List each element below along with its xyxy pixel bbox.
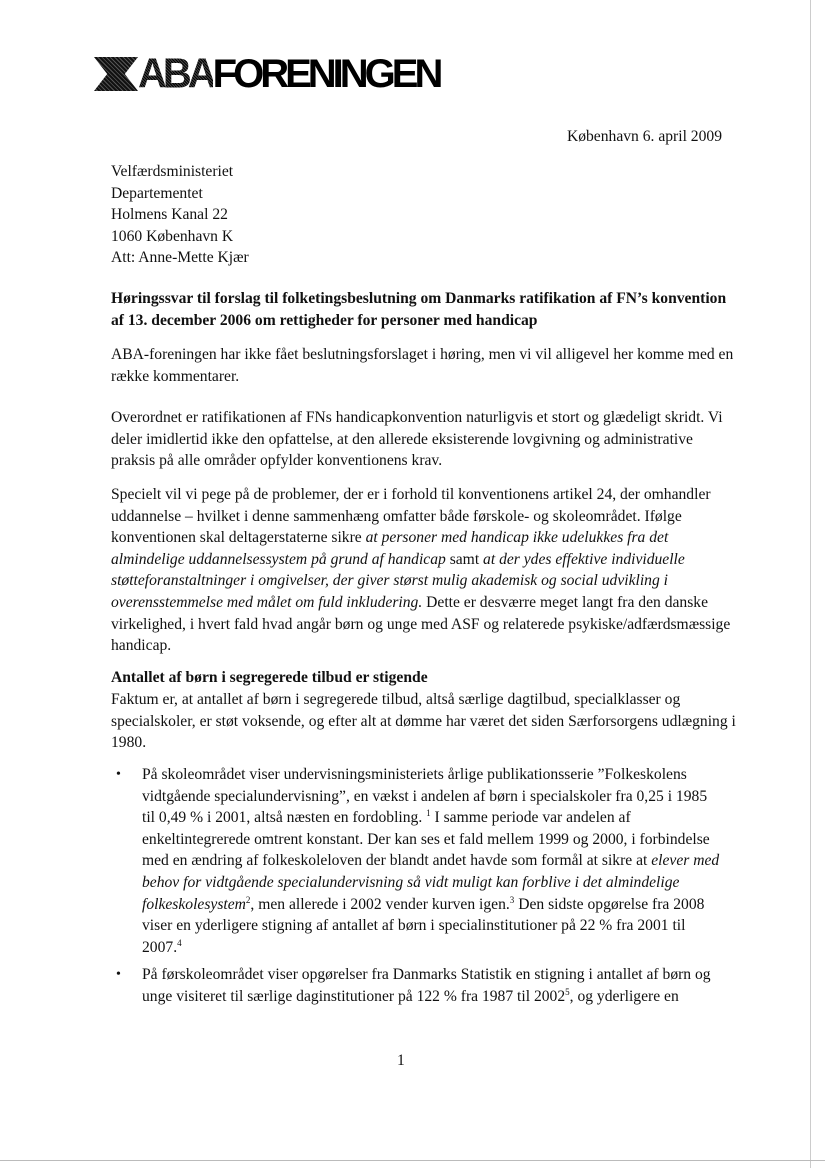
- address-line: Velfærdsministeriet: [111, 163, 234, 180]
- section-heading: [111, 667, 731, 689]
- text-line: [111, 506, 731, 528]
- address-line: Holmens Kanal 22: [111, 206, 228, 224]
- text-line: [142, 786, 762, 808]
- text-segment: I samme periode var andelen af: [430, 809, 631, 827]
- text-segment: unge visiteret til særlige daginstitutioner på 122 % fra 1987 til 2002: [142, 987, 566, 1005]
- footnote-ref: 1: [426, 808, 431, 819]
- text-segment: støtteforanstaltninger i omgivelser, der giver størst mulig akademisk og social udvikling i: [111, 572, 668, 590]
- page-number: 1: [397, 1052, 405, 1069]
- paragraph-overview: [111, 407, 731, 472]
- text-segment: almindelige uddannelsessystem på grund af handicap: [111, 550, 446, 568]
- text-segment: deler imidlertid ikke den opfattelse, at den allerede eksisterende lovgivning og administrative: [111, 430, 693, 448]
- text-segment: 2007.: [142, 938, 178, 956]
- text-segment: samt: [445, 550, 484, 568]
- text-line: [111, 429, 731, 451]
- text-line: [111, 288, 731, 310]
- paragraph-intro: [111, 344, 734, 387]
- text-line: [111, 689, 731, 711]
- text-segment: Høringssvar til forslag til folketingsbeslutning om Danmarks ratifikation af FN’s konvention: [111, 290, 727, 307]
- text-segment: ABA-foreningen har ikke fået beslutningsforslaget i høring, men vi vil alligevel her komme med en: [111, 346, 734, 363]
- text-segment: at personer med handicap ikke udelukkes fra det: [365, 529, 669, 547]
- text-segment: af 13. december 2006 om rettigheder for personer med handicap: [111, 311, 538, 329]
- address-line: Att: Anne-Mette Kjær: [111, 249, 249, 267]
- text-segment: viser en yderligere stigning af antallet af børn i specialinstitutioner på 22 % fra 2001 til: [142, 917, 686, 935]
- text-segment: konventionen skal deltagerstaterne sikre: [111, 529, 366, 547]
- address-line: Departementet: [111, 184, 203, 202]
- text-segment: På førskoleområdet viser opgørelser fra Danmarks Statistik en stigning i antallet af børn og: [142, 966, 711, 983]
- text-line: [111, 635, 731, 657]
- text-segment: enkeltintegrerede omtrent konstant. Der kan ses et fald mellem 1999 og 2000, i forbindelse: [142, 830, 710, 848]
- text-segment: overensstemmelse med målet om fuld inkludering.: [111, 593, 423, 611]
- text-segment: folkeskolesystem: [142, 895, 246, 913]
- logo-foreningen: FORENINGEN: [212, 51, 440, 96]
- text-line: [142, 915, 762, 937]
- text-line: [111, 407, 731, 429]
- text-line: [142, 850, 762, 872]
- text-line: [111, 450, 731, 472]
- text-segment: til 0,49 % i 2001, altså næsten en fordobling.: [142, 809, 427, 827]
- text-line: [111, 310, 731, 332]
- text-segment: På skoleområdet viser undervisningsministeriets årlige publikationsserie ”Folkeskolens: [142, 766, 687, 783]
- text-line: [142, 872, 762, 894]
- text-line: [111, 711, 736, 733]
- text-line: [142, 764, 762, 786]
- text-segment: vidtgående specialundervisning”, en vækst i andelen af børn i specialskoler fra 0,25 i 1985: [142, 787, 708, 805]
- text-line: [142, 807, 762, 829]
- footnote-ref: 4: [177, 937, 182, 948]
- text-segment: række kommentarer.: [111, 367, 240, 385]
- text-segment: behov for vidtgående specialundervisning så vidt muligt kan forblive i det almindelige: [142, 873, 680, 891]
- text-segment: med en ændring af folkeskoleloven der blandt andet havde som formål at sikre at: [142, 852, 652, 870]
- logo-aba: ABA: [138, 50, 213, 97]
- text-line: [142, 937, 762, 959]
- recipient-address: [111, 161, 731, 269]
- scan-edge-right: [810, 0, 811, 1168]
- text-segment: , men allerede i 2002 vender kurven igen.: [250, 895, 510, 913]
- bullet-icon: •: [116, 967, 121, 982]
- bullet-icon: •: [116, 767, 121, 782]
- text-segment: , og yderligere en: [569, 987, 679, 1005]
- bullet-school: [142, 764, 762, 958]
- text-line: [111, 732, 731, 754]
- text-segment: Dette er desværre meget langt fra den danske: [422, 593, 709, 611]
- text-segment: Specielt vil vi pege på de problemer, der er i forhold til konventionens artikel 24, der omhandler: [111, 486, 711, 503]
- letter-title: [111, 288, 731, 331]
- footnote-ref: 5: [565, 986, 570, 997]
- text-line: [142, 986, 762, 1008]
- text-line: [111, 570, 731, 592]
- text-line: [111, 527, 731, 549]
- text-line: [111, 614, 731, 636]
- text-segment: virkelighed, i hvert fald hvad angår børn og unge med ASF og relaterede psykiske/adfærdsmæssige: [111, 615, 731, 633]
- text-segment: 1980.: [111, 734, 147, 752]
- text-segment: Faktum er, at antallet af børn i segregerede tilbud, altså særlige dagtilbud, specialklasser og: [111, 691, 681, 708]
- text-line: [111, 592, 731, 614]
- text-line: [111, 344, 734, 366]
- text-segment: uddannelse – hvilket i denne sammenhæng omfatter både førskole- og skoleområdet. Ifølge: [111, 507, 682, 525]
- text-segment: at der ydes effektive individuelle: [483, 550, 685, 568]
- logo-mark-icon: [94, 57, 138, 91]
- paragraph-article-24: [111, 484, 731, 657]
- footnote-ref: 2: [245, 894, 251, 905]
- text-segment: praksis på alle områder opfylder konventionens krav.: [111, 452, 443, 470]
- bullet-preschool: [142, 964, 762, 1007]
- footnote-ref: 3: [509, 894, 515, 905]
- text-line: [142, 894, 762, 916]
- text-segment: elever med: [651, 852, 720, 870]
- text-line: [111, 549, 731, 571]
- address-line: 1060 København K: [111, 227, 234, 245]
- logo: [94, 50, 440, 97]
- paragraph-facts: [111, 689, 736, 754]
- text-segment: specialskoler, er støt voksende, og efter alt at dømme har været det siden Særforsorgens udlægning i: [111, 712, 736, 730]
- scan-edge-bottom: [0, 1160, 825, 1161]
- letter-date: København 6. april 2009: [566, 128, 722, 145]
- text-line: [111, 484, 731, 506]
- text-segment: handicap.: [111, 637, 172, 655]
- text-line: [142, 964, 762, 986]
- section-heading-text: Antallet af børn i segregerede tilbud er stigende: [111, 669, 428, 686]
- text-segment: Overordnet er ratifikationen af FNs handicapkonvention naturligvis et stort og glædeligt skridt. Vi: [111, 409, 723, 426]
- text-line: [111, 366, 731, 388]
- text-line: [142, 829, 762, 851]
- text-segment: Den sidste opgørelse fra 2008: [514, 895, 705, 913]
